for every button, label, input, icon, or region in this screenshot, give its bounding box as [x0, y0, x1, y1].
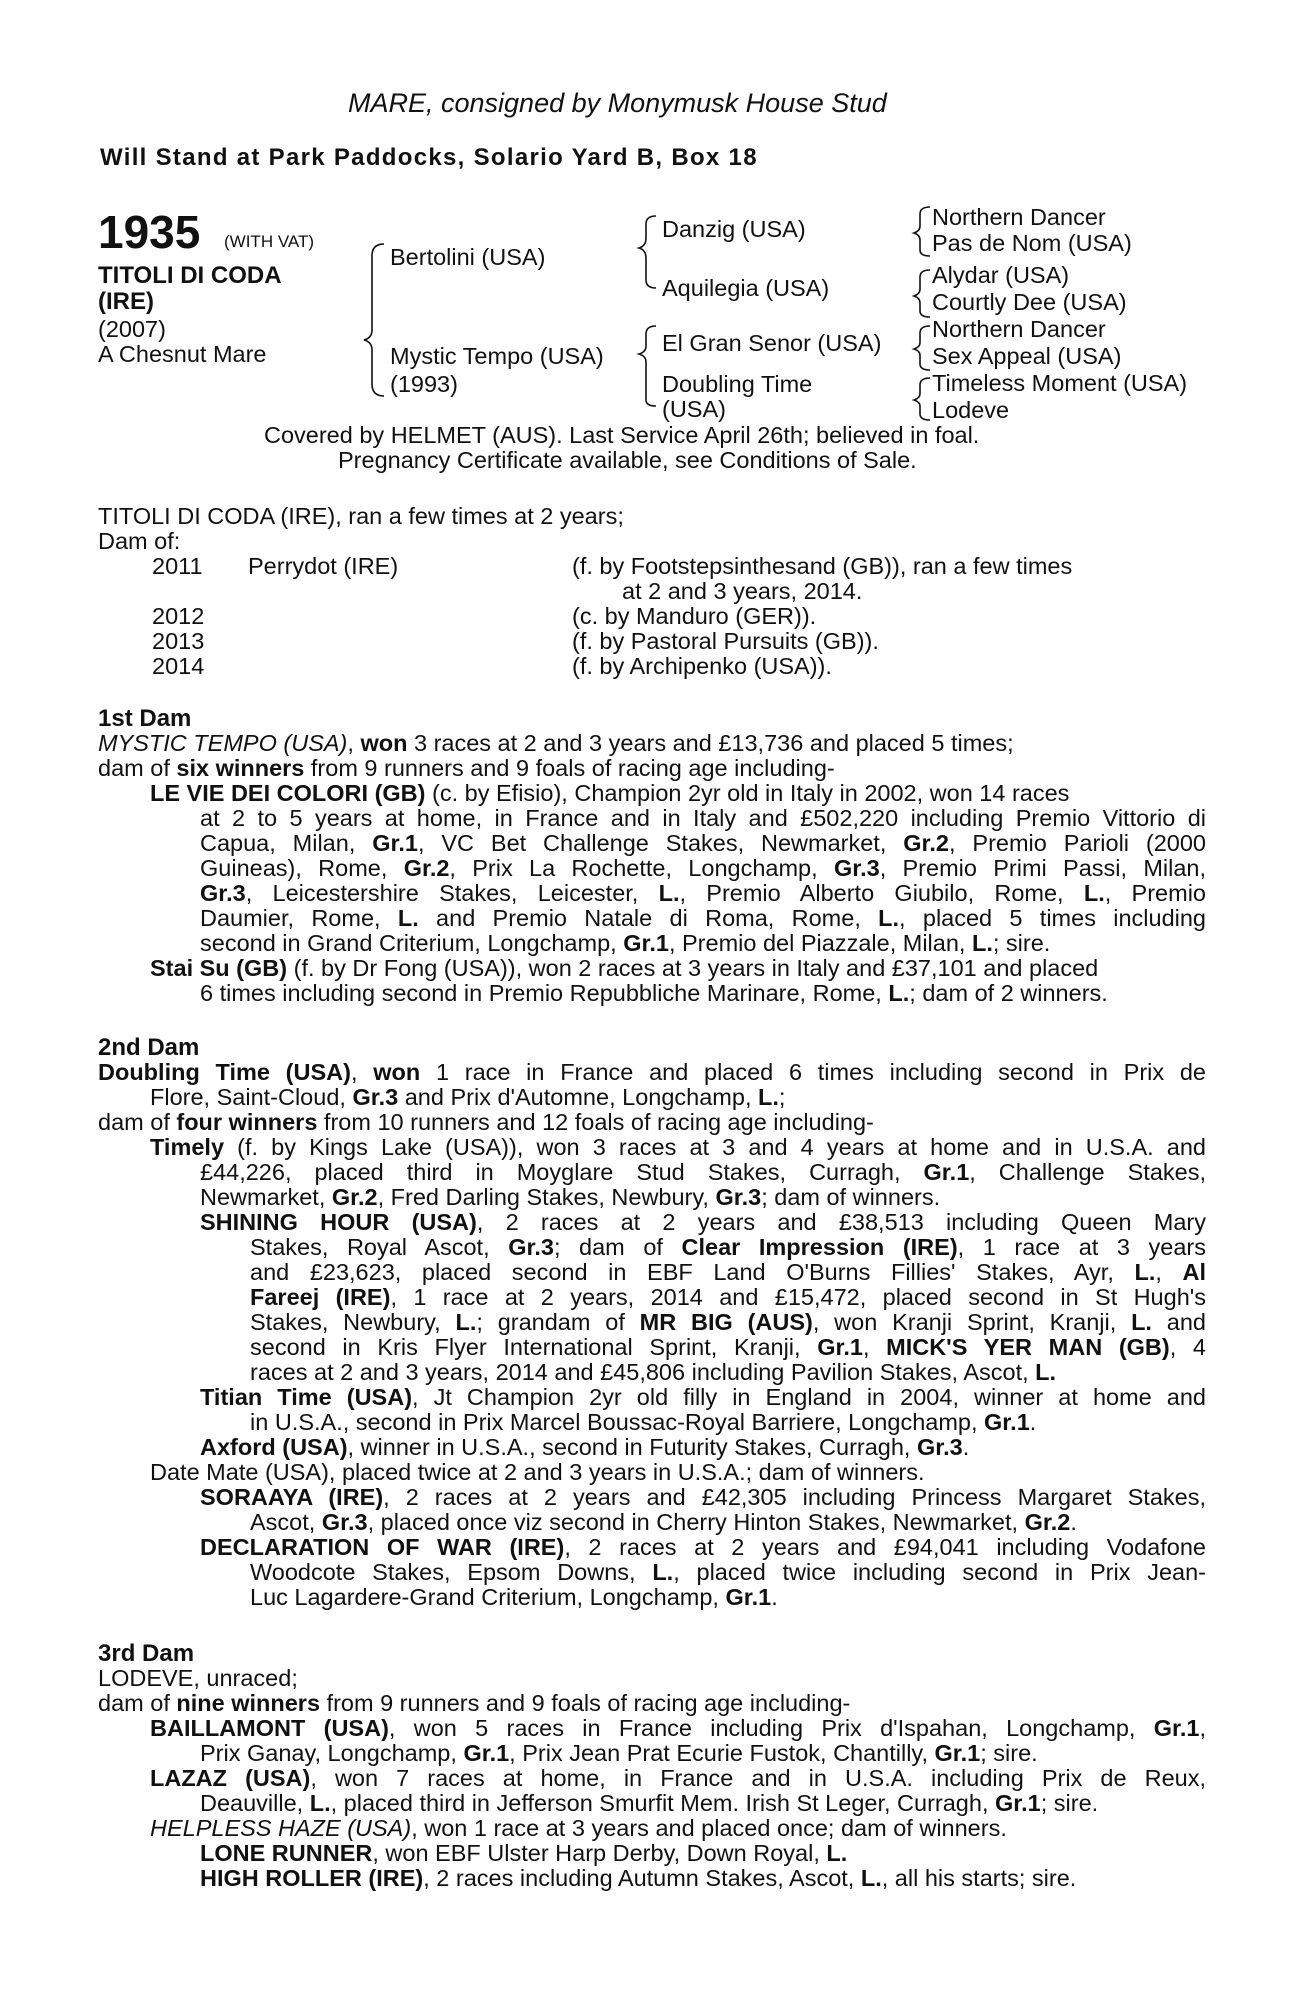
second-dam-line: Doubling Time (USA), won 1 race in France and placed 6 times including second in Prix de — [98, 1059, 1206, 1085]
second-dam-line: dam of four winners from 10 runners and 12 foals of racing age including- — [98, 1109, 874, 1135]
progeny-entry: Titian Time (USA), Jt Champion 2yr old filly in England in 2004, winner at home and — [200, 1384, 1206, 1410]
first-dam-heading: 1st Dam — [98, 705, 192, 732]
progeny-entry: HIGH ROLLER (IRE), 2 races including Autumn Stakes, Ascot, L., all his starts; sire. — [200, 1865, 1077, 1891]
progeny-entry: DECLARATION OF WAR (IRE), 2 races at 2 years and £94,041 including Vodafone — [200, 1534, 1206, 1560]
progeny-entry: LONE RUNNER, won EBF Ulster Harp Derby, Down Royal, L. — [200, 1840, 848, 1866]
produce-detail-cont: at 2 and 3 years, 2014. — [622, 578, 863, 604]
progeny-entry: Date Mate (USA), placed twice at 2 and 3 years in U.S.A.; dam of winners. — [150, 1459, 925, 1485]
progeny-entry-cont: Fareej (IRE), 1 race at 2 years, 2014 and £15,472, placed second in St Hugh's — [250, 1284, 1207, 1310]
pedigree-brace-dam — [639, 326, 656, 406]
progeny-entry: LE VIE DEI COLORI (GB) (c. by Efisio), Champion 2yr old in Italy in 2002, won 14 races — [150, 780, 1070, 806]
pedigree-dam-dam: Doubling Time — [662, 371, 813, 397]
horse-description: A Chesnut Mare — [98, 341, 267, 367]
third-dam-line: LODEVE, unraced; — [98, 1665, 298, 1691]
pedigree-brace-dd — [914, 378, 930, 420]
pedigree-brace-gen1 — [364, 244, 384, 396]
stand-location: Will Stand at Park Paddocks, Solario Yard B, Box 18 — [100, 144, 758, 171]
progeny-entry: SORAAYA (IRE), 2 races at 2 years and £42,305 including Princess Margaret Stakes, — [200, 1484, 1206, 1510]
progeny-entry: BAILLAMONT (USA), won 5 races in France including Prix d'Ispahan, Longchamp, Gr.1, — [150, 1715, 1206, 1741]
produce-dam-of: Dam of: — [98, 528, 181, 554]
progeny-entry-cont: Daumier, Rome, L. and Premio Natale di Roma, Rome, L., placed 5 times including — [200, 905, 1207, 931]
progeny-entry-cont: £44,226, placed third in Moyglare Stud Stakes, Curragh, Gr.1, Challenge Stakes, — [200, 1159, 1206, 1185]
pedigree-ssd: Pas de Nom (USA) — [932, 230, 1132, 256]
pedigree-brace-sd — [914, 270, 930, 317]
progeny-entry: Axford (USA), winner in U.S.A., second in Futurity Stakes, Curragh, Gr.3. — [200, 1434, 970, 1460]
pedigree-ddd: Lodeve — [932, 397, 1010, 423]
progeny-entry: SHINING HOUR (USA), 2 races at 2 years and £38,513 including Queen Mary — [200, 1209, 1206, 1235]
pedigree-dds: Timeless Moment (USA) — [932, 370, 1188, 396]
pedigree-sss: Northern Dancer — [932, 204, 1106, 230]
produce-detail: (f. by Footstepsinthesand (GB)), ran a few times — [572, 553, 1073, 579]
pedigree-dam-dam-suffix: (USA) — [662, 396, 726, 422]
second-dam-line: Flore, Saint-Cloud, Gr.3 and Prix d'Automne, Longchamp, L.; — [150, 1084, 786, 1110]
first-dam-line: MYSTIC TEMPO (USA), won 3 races at 2 and 3 years and £13,736 and placed 5 times; — [98, 730, 1014, 756]
progeny-entry: Timely (f. by Kings Lake (USA)), won 3 races at 3 and 4 years at home and in U.S.A. and — [150, 1134, 1206, 1160]
progeny-entry: LAZAZ (USA), won 7 races at home, in France and in U.S.A. including Prix de Reux, — [150, 1765, 1206, 1791]
progeny-entry: Stai Su (GB) (f. by Dr Fong (USA)), won 2 races at 3 years in Italy and £37,101 and placed — [150, 955, 1099, 981]
produce-detail: (c. by Manduro (GER)). — [572, 603, 817, 629]
first-dam-line: dam of six winners from 9 runners and 9 foals of racing age including- — [98, 755, 835, 781]
progeny-entry-cont: Newmarket, Gr.2, Fred Darling Stakes, Newbury, Gr.3; dam of winners. — [200, 1184, 941, 1210]
progeny-entry-cont: Prix Ganay, Longchamp, Gr.1, Prix Jean Prat Ecurie Fustok, Chantilly, Gr.1; sire. — [200, 1740, 1038, 1766]
progeny-entry-cont: Ascot, Gr.3, placed once viz second in Cherry Hinton Stakes, Newmarket, Gr.2. — [250, 1509, 1077, 1535]
pregnancy-info: Pregnancy Certificate available, see Conditions of Sale. — [338, 447, 917, 473]
consignment-heading: MARE, consigned by Monymusk House Stud — [348, 88, 887, 118]
progeny-entry-cont: Woodcote Stakes, Epsom Downs, L., placed twice including second in Prix Jean- — [250, 1559, 1206, 1585]
progeny-entry-cont: Guineas), Rome, Gr.2, Prix La Rochette, Longchamp, Gr.3, Premio Primi Passi, Milan, — [200, 855, 1207, 881]
produce-detail: (f. by Pastoral Pursuits (GB)). — [572, 628, 879, 654]
produce-intro: TITOLI DI CODA (IRE), ran a few times at 2 years; — [98, 503, 624, 529]
pedigree-dam-year: (1993) — [390, 371, 458, 397]
third-dam-heading: 3rd Dam — [98, 1640, 195, 1667]
progeny-entry-cont: Deauville, L., placed third in Jefferson Smurfit Mem. Irish St Leger, Curragh, Gr.1; sire. — [200, 1790, 1099, 1816]
pedigree-sds: Alydar (USA) — [932, 262, 1070, 288]
progeny-entry-cont: 6 times including second in Premio Repubbliche Marinare, Rome, L.; dam of 2 winners. — [200, 980, 1108, 1006]
progeny-entry-cont: at 2 to 5 years at home, in France and in Italy and £502,220 including Premio Vittorio di — [200, 805, 1206, 831]
progeny-entry: HELPLESS HAZE (USA), won 1 race at 3 years and placed once; dam of winners. — [150, 1815, 1007, 1841]
progeny-entry-cont: and £23,623, placed second in EBF Land O'Burns Fillies' Stakes, Ayr, L., Al — [250, 1259, 1206, 1285]
pedigree-brace-ss — [914, 207, 930, 256]
progeny-entry-cont: races at 2 and 3 years, 2014 and £45,806 including Pavilion Stakes, Ascot, L. — [250, 1359, 1057, 1385]
produce-name: Perrydot (IRE) — [248, 553, 399, 579]
produce-year: 2011 — [152, 553, 203, 579]
progeny-entry-cont: Gr.3, Leicestershire Stakes, Leicester, L., Premio Alberto Giubilo, Rome, L., Premio — [200, 880, 1206, 906]
second-dam-heading: 2nd Dam — [98, 1034, 200, 1061]
progeny-entry-cont: Luc Lagardere-Grand Criterium, Longchamp, Gr.1. — [250, 1584, 778, 1610]
progeny-entry-cont: Capua, Milan, Gr.1, VC Bet Challenge Stakes, Newmarket, Gr.2, Premio Parioli (2000 — [200, 830, 1206, 856]
pedigree-dsd: Sex Appeal (USA) — [932, 343, 1122, 369]
pedigree-sdd: Courtly Dee (USA) — [932, 289, 1127, 315]
produce-detail: (f. by Archipenko (USA)). — [572, 653, 832, 679]
pedigree-brace-sire — [639, 216, 656, 288]
produce-year: 2014 — [152, 653, 205, 679]
foaling-year: (2007) — [98, 316, 166, 342]
third-dam-line: dam of nine winners from 9 runners and 9 foals of racing age including- — [98, 1690, 851, 1716]
pedigree-sire-dam: Aquilegia (USA) — [662, 275, 830, 301]
progeny-entry-cont: Stakes, Newbury, L.; grandam of MR BIG (AUS), won Kranji Sprint, Kranji, L. and — [250, 1309, 1206, 1335]
progeny-entry-cont: second in Grand Criterium, Longchamp, Gr.1, Premio del Piazzale, Milan, L.; sire. — [200, 930, 1051, 956]
pedigree-dam-sire: El Gran Senor (USA) — [662, 330, 882, 356]
produce-year: 2013 — [152, 628, 205, 654]
progeny-entry-cont: in U.S.A., second in Prix Marcel Boussac-Royal Barriere, Longchamp, Gr.1. — [250, 1409, 1037, 1435]
pedigree-dss: Northern Dancer — [932, 316, 1106, 342]
progeny-entry-cont: Stakes, Royal Ascot, Gr.3; dam of Clear Impression (IRE), 1 race at 3 years — [250, 1234, 1206, 1260]
pedigree-dam: Mystic Tempo (USA) — [390, 343, 604, 369]
covering-info: Covered by HELMET (AUS). Last Service April 26th; believed in foal. — [264, 422, 980, 448]
pedigree-brace-ds — [914, 326, 930, 370]
horse-name-line1: TITOLI DI CODA — [98, 262, 282, 289]
pedigree-sire-sire: Danzig (USA) — [662, 216, 806, 242]
horse-name-line2: (IRE) — [98, 288, 154, 315]
progeny-entry-cont: second in Kris Flyer International Sprint, Kranji, Gr.1, MICK'S YER MAN (GB), 4 — [250, 1334, 1206, 1360]
produce-year: 2012 — [152, 603, 205, 629]
lot-number: 1935 — [98, 206, 201, 258]
vat-note: (WITH VAT) — [224, 232, 315, 251]
pedigree-sire: Bertolini (USA) — [390, 244, 546, 270]
